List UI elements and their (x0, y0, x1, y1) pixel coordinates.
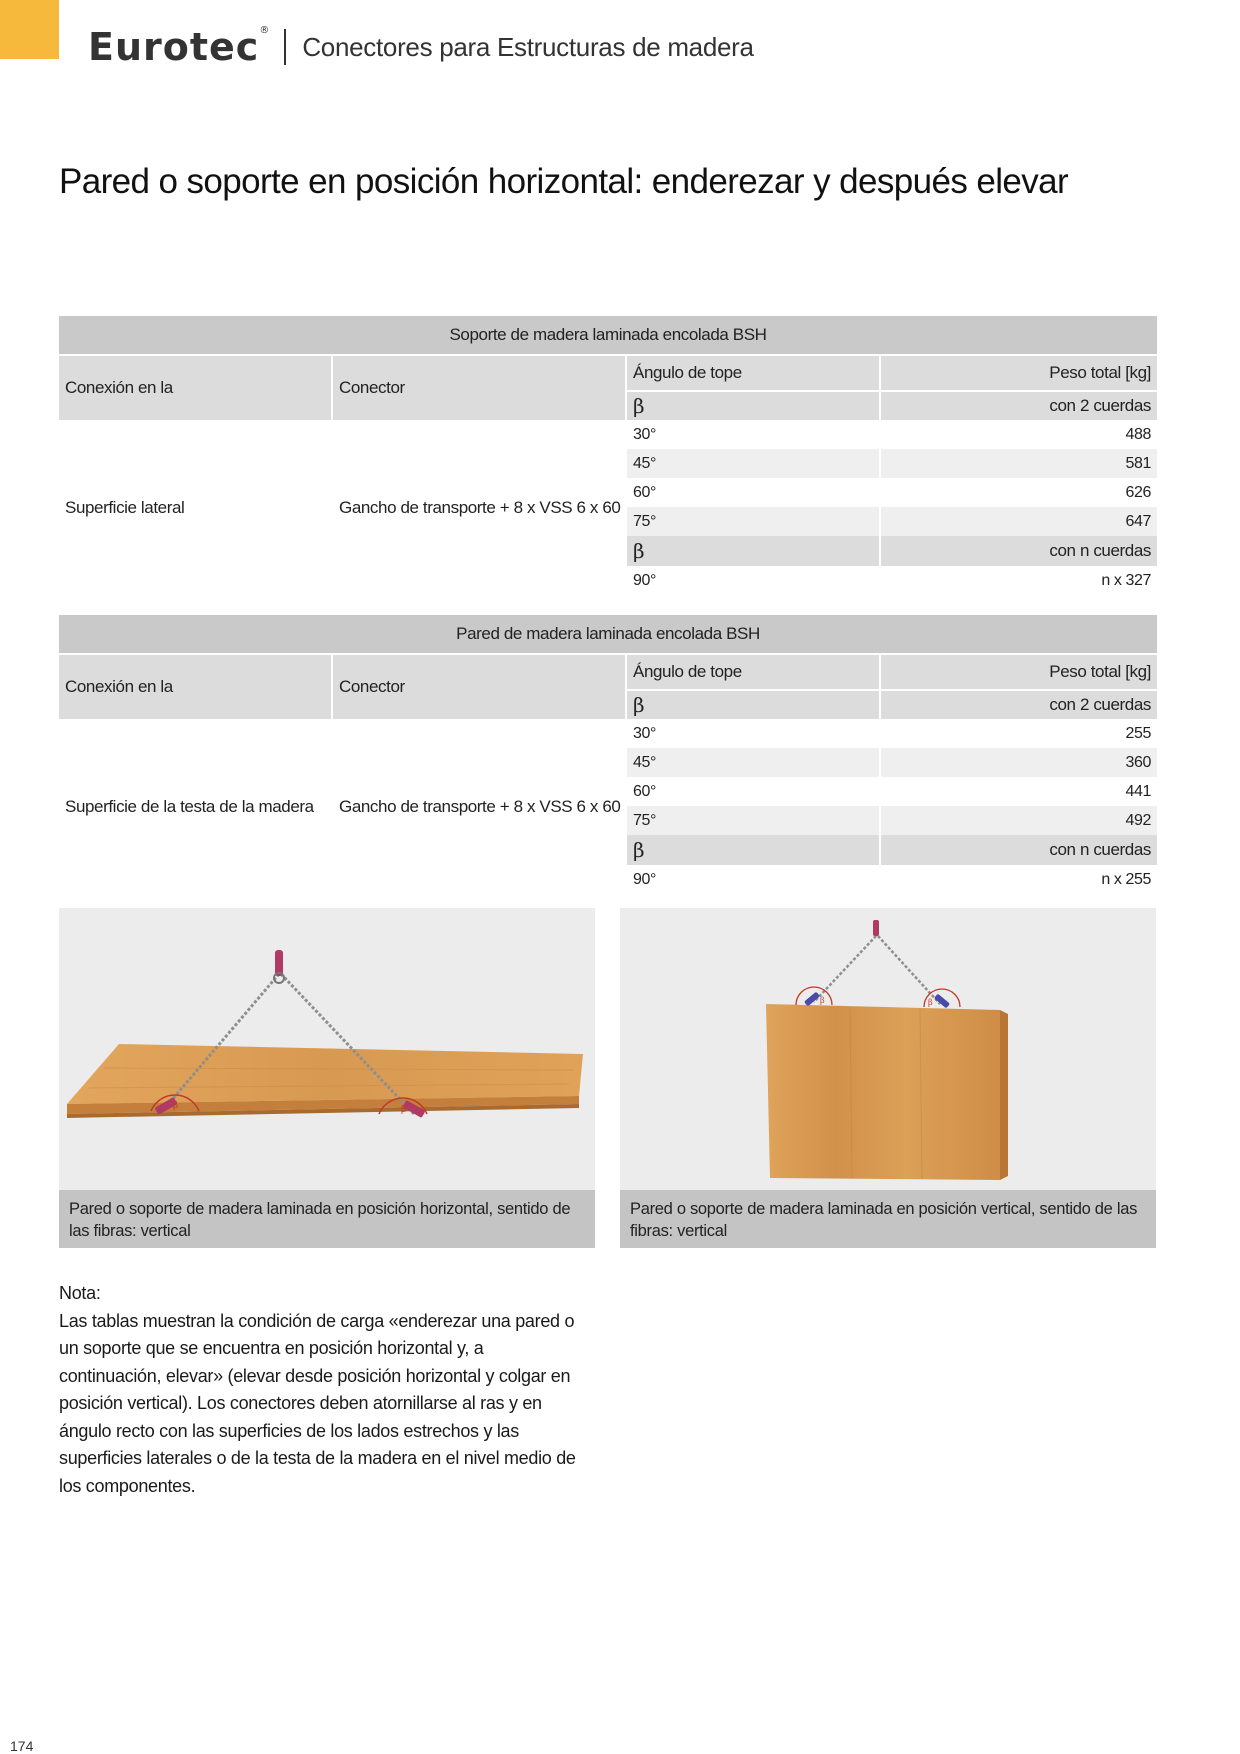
beta-angle-label: β (401, 1105, 407, 1115)
weight-cell: 626 (1125, 483, 1151, 501)
figure-caption-right: Pared o soporte de madera laminada en posición vertical, sentido de las fibras: vertical (620, 1190, 1156, 1248)
horizontal-panel-illustration (59, 908, 595, 1194)
table-caption: Pared de madera laminada encolada BSH (59, 615, 1157, 653)
note-text: Las tablas muestran la condición de carga «enderezar una pared o un soporte que se encuentra en posición horizontal y, a continuación, elevar» (elevar desde posición horizontal y colgar en posición vertical). Los conectores deben atornillarse al ras y en ángulo recto con las superficies de los lados estrechos y las superficies laterales o de la testa de la madera en el nivel medio de los componentes. (59, 1310, 576, 1496)
angle-cell: 75° (627, 507, 881, 536)
figure-vertical-panel (620, 908, 1156, 1248)
page-title: Pared o soporte en posición horizontal: enderezar y después elevar (59, 162, 1069, 201)
col-header-n-ropes: con n cuerdas (881, 835, 1157, 865)
weight-cell: 492 (881, 806, 1157, 835)
connector-cell: Gancho de transporte + 8 x VSS 6 x 60 (333, 719, 627, 894)
note-heading: Nota: (59, 1283, 101, 1303)
beta-symbol: β (627, 835, 881, 865)
weight-cell: 488 (1125, 425, 1151, 443)
connector-cell: Gancho de transporte + 8 x VSS 6 x 60 (333, 420, 627, 595)
col-header-connection: Conexión en la (59, 354, 333, 420)
angle-cell: 30° (627, 420, 881, 449)
weight-cell: n x 255 (1101, 870, 1151, 888)
weight-cell: n x 327 (1101, 571, 1151, 589)
board-face (766, 1004, 1000, 1180)
angle-cell: 60° (627, 478, 881, 507)
angle-cell: 75° (627, 806, 881, 835)
table-caption: Soporte de madera laminada encolada BSH (59, 316, 1157, 354)
col-header-weight: Peso total [kg] (881, 354, 1157, 390)
weight-cell: 441 (1125, 782, 1151, 800)
col-header-connector: Conector (333, 354, 627, 420)
angle-cell: 45° (627, 449, 881, 478)
connection-cell: Superficie lateral (59, 420, 333, 595)
lifting-hook-icon (873, 920, 879, 936)
page-number: 174 (10, 1738, 34, 1754)
weight-cell: 255 (1125, 724, 1151, 742)
beta-angle-label: β (173, 1101, 179, 1111)
weight-cell: 581 (881, 449, 1157, 478)
beta-symbol: β (627, 536, 881, 566)
beta-angle-label: β (820, 996, 825, 1005)
col-header-weight: Peso total [kg] (881, 653, 1157, 689)
figure-horizontal-panel (59, 908, 595, 1248)
angle-cell: 60° (627, 777, 881, 806)
angle-cell: 30° (627, 719, 881, 748)
board-side-edge (1000, 1010, 1008, 1180)
col-header-n-ropes: con n cuerdas (881, 536, 1157, 566)
weight-cell: 647 (881, 507, 1157, 536)
col-header-two-ropes: con 2 cuerdas (881, 689, 1157, 719)
load-table-support (59, 316, 1157, 595)
board-top-face (67, 1044, 583, 1104)
page-tab-accent (0, 0, 59, 59)
col-header-connection: Conexión en la (59, 653, 333, 719)
header-subtitle: Conectores para Estructuras de madera (302, 31, 754, 62)
col-header-two-ropes: con 2 cuerdas (881, 390, 1157, 420)
figure-caption-left: Pared o soporte de madera laminada en posición horizontal, sentido de las fibras: vertical (59, 1190, 595, 1248)
col-header-angle: Ángulo de tope (627, 354, 881, 390)
vertical-panel-illustration (620, 908, 1156, 1194)
chain-left (814, 936, 876, 1002)
angle-cell: 90° (627, 865, 881, 894)
header-divider (284, 29, 286, 65)
connection-cell: Superficie de la testa de la madera (59, 719, 333, 894)
brand-logo: Eurotec® (88, 25, 271, 69)
weight-cell: 360 (881, 748, 1157, 777)
angle-cell: 45° (627, 748, 881, 777)
beta-symbol: β (627, 390, 881, 420)
page-header (88, 22, 754, 72)
transport-anchor-left-icon (796, 987, 832, 1006)
angle-cell: 90° (627, 566, 881, 595)
col-header-angle: Ángulo de tope (627, 653, 881, 689)
beta-symbol: β (627, 689, 881, 719)
note-block (59, 1280, 579, 1500)
load-table-wall (59, 615, 1157, 894)
col-header-connector: Conector (333, 653, 627, 719)
beta-angle-label: β (928, 998, 933, 1007)
